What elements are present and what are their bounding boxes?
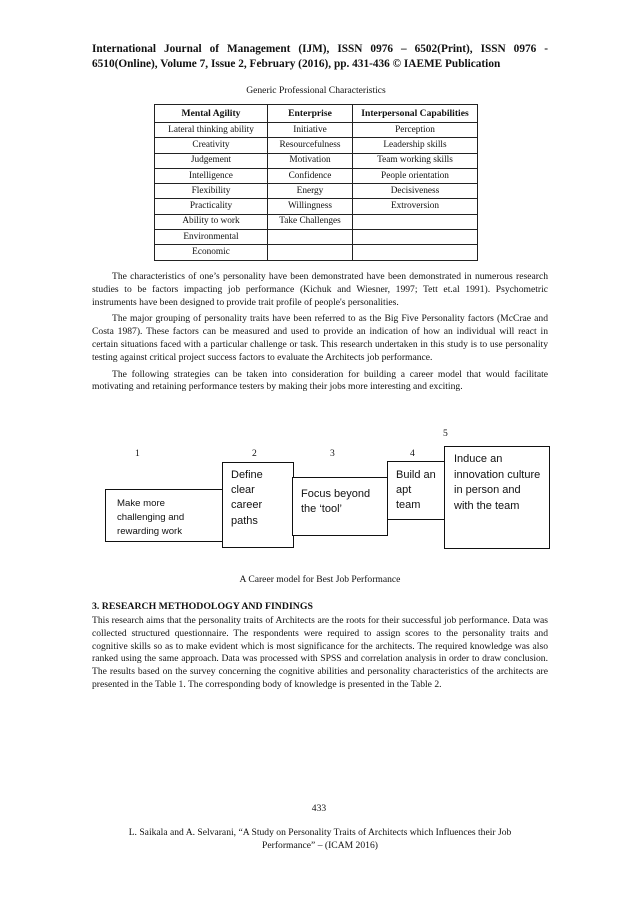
body-paragraphs [92,271,548,398]
step-text: with the team [454,499,520,512]
page-footer [92,826,548,852]
step-box-3 [292,477,388,536]
step-text: the ‘tool’ [301,503,342,516]
table-cell: Willingness [268,199,353,214]
column-header: Enterprise [268,105,353,123]
table-row [155,184,478,199]
table-cell: Take Challenges [268,214,353,229]
table-row [155,153,478,168]
table-caption: Generic Professional Characteristics [246,85,386,96]
step-text: Define [231,469,263,481]
table-cell: Motivation [268,153,353,168]
step-number: 1 [135,448,140,459]
column-header: Mental Agility [155,105,268,123]
table-cell: Resourcefulness [268,138,353,153]
section-body [92,615,548,696]
table-cell [268,230,353,245]
table-cell: Leadership skills [353,138,478,153]
step-text: apt [396,484,412,497]
step-text: Make more [117,498,165,509]
footer-line: Performance” – (ICAM 2016) [262,840,378,851]
table-cell [353,245,478,260]
table-cell: Perception [353,123,478,138]
step-number: 2 [252,448,257,459]
step-text: challenging and [117,512,185,523]
table-row [155,199,478,214]
table-cell [268,245,353,260]
table-cell: Initiative [268,123,353,138]
paragraph: The following strategies can be taken into consideration for building a career model that would facilitate motivating and retaining performance testers by making their jobs more interesting and exciting. [92,368,548,393]
table-row [155,245,478,260]
step-text: innovation culture [454,468,541,481]
table-row [155,123,478,138]
table-row [155,230,478,245]
table-cell [353,230,478,245]
table-cell: Practicality [155,199,268,214]
table-cell: Judgement [155,153,268,168]
step-box-2 [222,462,294,548]
step-text: clear [231,484,255,497]
page-number: 433 [311,803,327,814]
table-cell: Creativity [155,138,268,153]
table-cell: Ability to work [155,214,268,229]
footer-line: L. Saikala and A. Selvarani, “A Study on Personality Traits of Architects which Influences their Job [128,827,512,838]
column-header: Interpersonal Capabilities [353,105,478,123]
table-cell: Environmental [155,230,268,245]
table-row [155,214,478,229]
table-cell: Confidence [268,168,353,183]
step-box-4 [387,461,446,520]
step-text: rewarding work [117,526,183,537]
table-cell: Flexibility [155,184,268,199]
step-text: team [396,499,421,512]
table-cell: Energy [268,184,353,199]
step-box-1 [105,489,224,542]
table-cell: Extroversion [353,199,478,214]
table-cell [353,214,478,229]
table-cell: Decisiveness [353,184,478,199]
table-cell: Team working skills [353,153,478,168]
table-cell: People orientation [353,168,478,183]
step-text: Build an [396,469,436,481]
table-row [155,138,478,153]
table-cell: Economic [155,245,268,260]
step-number: 5 [443,428,448,439]
step-box-5 [444,446,550,549]
table-cell: Lateral thinking ability [155,123,268,138]
step-text: in person and [454,484,521,497]
paragraph: The characteristics of one’s personality have been demonstrated have been demonstrated in numerous research studies to be factors impacting job performance (Kichuk and Wiesner, 1997; Tett et.al 1991). Psychometric instruments have been designed to provide trait profile of people's personalities. [92,271,548,308]
characteristics-table [154,104,478,261]
journal-header: International Journal of Management (IJM), ISSN 0976 – 6502(Print), ISSN 0976 - 6510(Online), Volume 7, Issue 2, February (2016), pp. 431-436 © IAEME Publication [92,43,548,70]
diagram-caption: A Career model for Best Job Performance [239,574,401,585]
step-number: 4 [410,448,415,459]
table-row [155,168,478,183]
step-number: 3 [330,448,335,459]
table-cell: Intelligence [155,168,268,183]
step-text: Induce an [454,453,503,465]
step-text: paths [231,514,258,527]
section-title: 3. RESEARCH METHODOLOGY AND FINDINGS [92,601,313,612]
step-text: Focus beyond [301,488,371,500]
table-header-row [155,105,478,123]
step-text: career [231,499,263,512]
paragraph: The major grouping of personality traits have been referred to as the Big Five Personality factors (McCrae and Costa 1987). These factors can be measured and used to provide an indication of how an individual will react in certain situations faced with a particular challenge or task. This research undertaken in this study is to use personality testing against critical project success factors to evaluate the Architects job performance. [92,313,548,363]
paragraph: This research aims that the personality traits of Architects are the roots for their successful job performance. Data was collected structured questionnaire. The respondents were required to assign scores to the personality traits and cognitive skills so as to make evident which is most significance for the architects. The required knowledge was also ranked using the same approach. Data was processed with SPSS and correlation analysis in order to draw conclusion. The results based on the survey concerning the cognitive abilities and personality characteristics of the architects are presented in the Table 1. The corresponding body of knowledge is presented in the Table 2. [92,615,548,690]
